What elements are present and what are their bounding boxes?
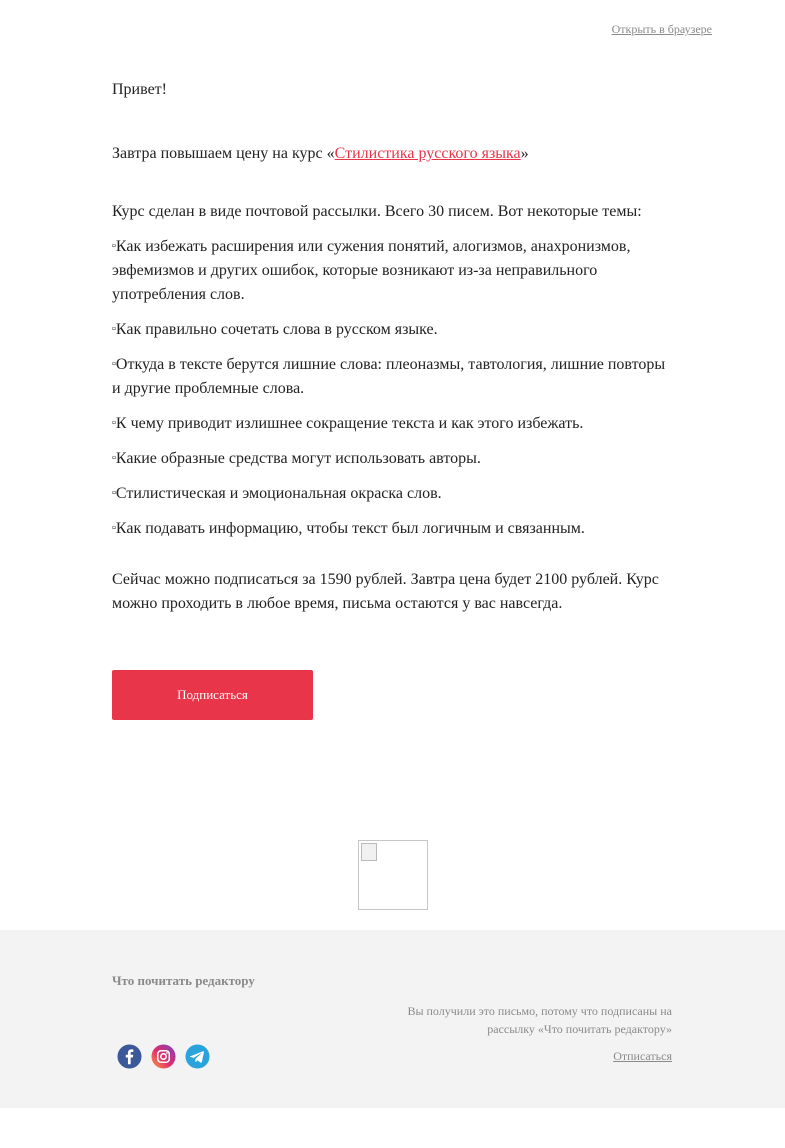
offer-text: Сейчас можно подписаться за 1590 рублей. Завтра цена будет 2100 рублей. Курс можно проходить в любое время, письма остаются у вас навсегда. [112, 571, 659, 612]
greeting: Привет! [112, 81, 167, 98]
broken-image-placeholder-icon [361, 843, 377, 861]
broken-image-icon [358, 840, 428, 910]
instagram-icon[interactable] [151, 1044, 176, 1069]
price-increase-line [112, 142, 529, 166]
list-item [112, 481, 674, 506]
bullet-icon: ▫ [112, 323, 116, 335]
bullet-icon: ▫ [112, 452, 116, 464]
bullet-icon: ▫ [112, 417, 116, 429]
topic-text: Какие образные средства могут использовать авторы. [115, 450, 481, 467]
subscription-note: Вы получили это письмо, потому что подписаны на рассылку «Что почитать редактору» [407, 1004, 672, 1036]
open-in-browser-link[interactable]: Открыть в браузере [611, 22, 712, 36]
social-links [117, 1044, 210, 1069]
topic-text: К чему приводит излишнее сокращение текста и как этого избежать. [115, 415, 584, 432]
bullet-icon: ▫ [112, 522, 116, 534]
topic-text: Откуда в тексте берутся лишние слова: плеоназмы, тавтология, лишние повторы и другие проблемные слова. [112, 356, 666, 397]
list-item [112, 516, 674, 541]
topic-text: Как правильно сочетать слова в русском языке. [115, 321, 438, 338]
course-link[interactable]: Стилистика русского языка [334, 145, 521, 162]
list-item [112, 234, 674, 307]
bullet-icon: ▫ [112, 487, 116, 499]
list-item [112, 446, 674, 471]
topic-text: Как избежать расширения или сужения понятий, алогизмов, анахронизмов, эвфемизмов и других ошибок, которые возникают из-за неправильного употребления слов. [112, 238, 631, 303]
list-item [112, 317, 674, 342]
price-suffix: » [520, 145, 529, 162]
email-topbar [0, 0, 785, 60]
list-item [112, 411, 674, 436]
topics-list [112, 234, 674, 551]
subscribe-button[interactable]: Подписаться [112, 670, 313, 720]
topic-text: Стилистическая и эмоциональная окраска слов. [115, 485, 442, 502]
footer [0, 930, 785, 1108]
bullet-icon: ▫ [112, 240, 116, 252]
topic-text: Как подавать информацию, чтобы текст был логичным и связанным. [115, 520, 585, 537]
telegram-icon[interactable] [185, 1044, 210, 1069]
course-intro: Курс сделан в виде почтовой рассылки. Всего 30 писем. Вот некоторые темы: [112, 203, 642, 220]
bullet-icon: ▫ [112, 358, 116, 370]
unsubscribe-link[interactable]: Отписаться [613, 1049, 672, 1063]
footer-title: Что почитать редактору [112, 973, 255, 988]
price-prefix: Завтра повышаем цену на курс « [112, 145, 335, 162]
list-item [112, 352, 674, 401]
facebook-icon[interactable] [117, 1044, 142, 1069]
